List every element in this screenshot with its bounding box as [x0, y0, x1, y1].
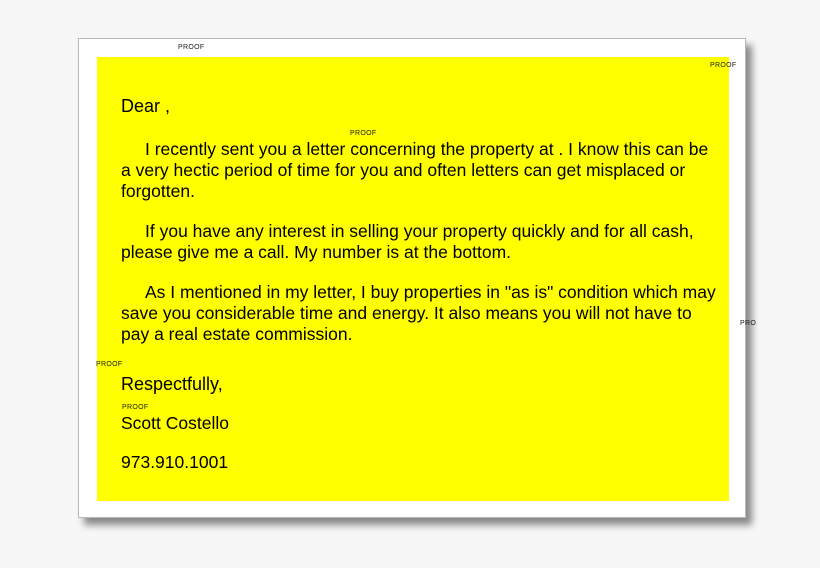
letter-page [78, 38, 746, 518]
letter-paragraph-1: I recently sent you a letter concerning the property at . I know this can be a very hectic period of time for you and often letters can get misplaced or forgotten. [121, 139, 709, 201]
letter-greeting: Dear , [121, 96, 171, 116]
letter-paragraph-2: If you have any interest in selling your property quickly and for all cash, please give me a call. My number is at the bottom. [121, 221, 694, 262]
signature-name: Scott Costello [121, 413, 229, 433]
signature-phone: 973.910.1001 [121, 452, 229, 472]
proof-watermark: PROOF [710, 62, 737, 69]
proof-watermark: PROOF [178, 44, 205, 51]
letter-closing: Respectfully, [121, 374, 223, 394]
proof-watermark: PRO [740, 320, 757, 327]
letter-paragraph-3: As I mentioned in my letter, I buy properties in "as is" condition which may save you considerable time and energy. It also means you will not have to pay a real estate commission. [121, 282, 716, 344]
proof-watermark: PROOF [122, 404, 149, 411]
proof-watermark: PROOF [96, 361, 123, 368]
proof-watermark: PROOF [350, 130, 377, 137]
highlighted-letter-body [97, 57, 729, 501]
letter-text-block [121, 95, 717, 473]
